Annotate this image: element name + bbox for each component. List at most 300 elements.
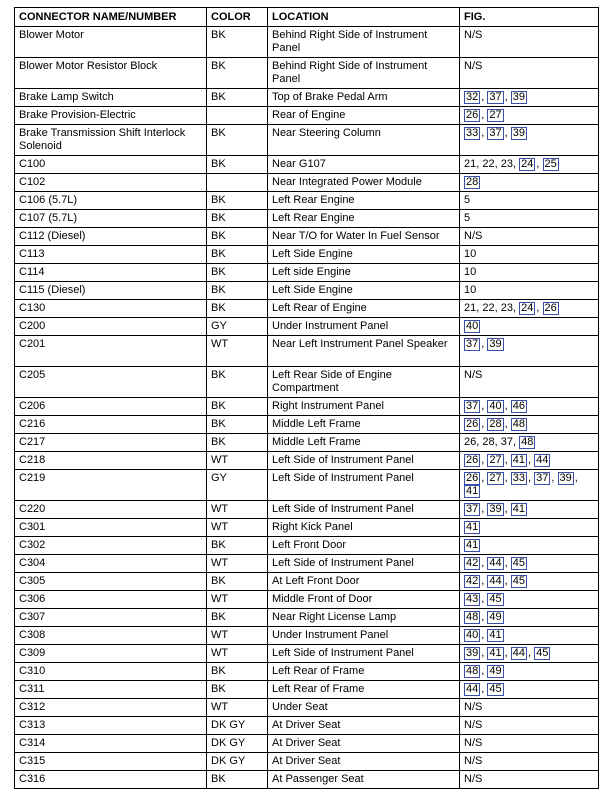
table-row <box>15 645 599 663</box>
connector-name-cell: Brake Transmission Shift Interlock Solenoid <box>15 125 207 156</box>
table-body <box>15 27 599 789</box>
color-cell: WT <box>207 519 268 537</box>
table-row <box>15 771 599 789</box>
table-row <box>15 735 599 753</box>
fig-cell <box>460 717 599 735</box>
location-cell: Near Integrated Power Module <box>268 174 460 192</box>
connector-name-cell: C115 (Diesel) <box>15 282 207 300</box>
fig-cell <box>460 300 599 318</box>
figure-link[interactable]: 48 <box>512 418 525 430</box>
location-cell: Near Steering Column <box>268 125 460 156</box>
connector-name-cell: C130 <box>15 300 207 318</box>
fig-separator: , <box>481 683 488 695</box>
fig-cell <box>460 452 599 470</box>
color-cell: BK <box>207 537 268 555</box>
table-row <box>15 537 599 555</box>
fig-separator: , <box>481 454 488 466</box>
fig-separator: , <box>504 557 511 569</box>
fig-separator: , <box>504 575 511 587</box>
figure-link[interactable]: 48 <box>521 436 534 448</box>
location-cell: Right Instrument Panel <box>268 398 460 416</box>
table-row <box>15 398 599 416</box>
figure-link[interactable]: 49 <box>489 665 502 677</box>
figure-ref: 28 <box>482 436 495 448</box>
connector-name-cell: C100 <box>15 156 207 174</box>
color-cell: WT <box>207 336 268 367</box>
connector-name-cell: C308 <box>15 627 207 645</box>
connector-name-cell: C106 (5.7L) <box>15 192 207 210</box>
color-cell: BK <box>207 210 268 228</box>
figure-link[interactable]: 33 <box>466 127 479 139</box>
header-row <box>15 8 599 27</box>
location-cell: Near G107 <box>268 156 460 174</box>
figure-ref: 5 <box>464 212 471 224</box>
location-cell: Left Side of Instrument Panel <box>268 645 460 663</box>
fig-separator: , <box>494 436 501 448</box>
figure-ref: 10 <box>464 248 477 260</box>
fig-cell <box>460 645 599 663</box>
figure-ref: 22 <box>482 158 495 170</box>
figure-ref: N/S <box>464 755 483 767</box>
figure-link[interactable]: 48 <box>466 611 479 623</box>
table-row <box>15 228 599 246</box>
location-cell: At Driver Seat <box>268 717 460 735</box>
fig-cell <box>460 246 599 264</box>
figure-link[interactable]: 48 <box>466 665 479 677</box>
fig-cell <box>460 228 599 246</box>
location-cell: Left Rear Side of Engine Compartment <box>268 367 460 398</box>
color-cell <box>207 107 268 125</box>
figure-ref: 10 <box>464 266 477 278</box>
figure-ref: 23 <box>500 302 513 314</box>
table-row <box>15 663 599 681</box>
location-cell: Rear of Engine <box>268 107 460 125</box>
connector-name-cell: C316 <box>15 771 207 789</box>
color-cell: BK <box>207 89 268 107</box>
figure-ref: 22 <box>482 302 495 314</box>
color-cell: BK <box>207 192 268 210</box>
color-cell: BK <box>207 58 268 89</box>
color-cell <box>207 174 268 192</box>
connector-name-cell: C313 <box>15 717 207 735</box>
figure-link[interactable]: 42 <box>466 575 479 587</box>
table-row <box>15 210 599 228</box>
figure-ref: 5 <box>464 194 471 206</box>
figure-link[interactable]: 41 <box>512 503 525 515</box>
connector-name-cell: C200 <box>15 318 207 336</box>
fig-separator: , <box>476 436 483 448</box>
fig-separator: , <box>476 302 483 314</box>
fig-separator: , <box>528 647 535 659</box>
connector-name-cell: C311 <box>15 681 207 699</box>
fig-cell <box>460 282 599 300</box>
fig-cell <box>460 735 599 753</box>
fig-cell <box>460 501 599 519</box>
figure-link[interactable]: 39 <box>512 127 525 139</box>
figure-link[interactable]: 40 <box>489 400 502 412</box>
fig-separator: , <box>528 472 535 484</box>
location-cell: Middle Left Frame <box>268 434 460 452</box>
table-row <box>15 717 599 735</box>
color-cell: BK <box>207 228 268 246</box>
figure-link[interactable]: 41 <box>466 521 479 533</box>
location-cell: Left Rear of Frame <box>268 663 460 681</box>
color-cell: WT <box>207 591 268 609</box>
fig-separator: , <box>504 91 511 103</box>
fig-separator: , <box>481 338 488 350</box>
figure-link[interactable]: 32 <box>466 91 479 103</box>
connector-name-cell: C220 <box>15 501 207 519</box>
figure-ref: 10 <box>464 284 477 296</box>
fig-cell <box>460 573 599 591</box>
fig-cell <box>460 416 599 434</box>
fig-cell <box>460 398 599 416</box>
figure-link[interactable]: 37 <box>536 472 549 484</box>
figure-link[interactable]: 41 <box>489 647 502 659</box>
fig-cell <box>460 89 599 107</box>
figure-link[interactable]: 26 <box>466 454 479 466</box>
connector-name-cell: C305 <box>15 573 207 591</box>
figure-link[interactable]: 41 <box>489 629 502 641</box>
connector-name-cell: C307 <box>15 609 207 627</box>
figure-link[interactable]: 39 <box>466 647 479 659</box>
figure-ref: N/S <box>464 773 483 785</box>
connector-name-cell: C315 <box>15 753 207 771</box>
connector-name-cell: C219 <box>15 470 207 501</box>
connector-name-cell: Blower Motor Resistor Block <box>15 58 207 89</box>
location-cell: Under Instrument Panel <box>268 627 460 645</box>
figure-ref: N/S <box>464 719 483 731</box>
fig-cell <box>460 58 599 89</box>
figure-link[interactable]: 28 <box>489 418 502 430</box>
connector-name-cell: C112 (Diesel) <box>15 228 207 246</box>
figure-link[interactable]: 37 <box>489 127 502 139</box>
table-row <box>15 125 599 156</box>
location-cell: Left Rear of Engine <box>268 300 460 318</box>
connector-name-cell: C216 <box>15 416 207 434</box>
fig-separator: , <box>536 158 543 170</box>
fig-cell <box>460 591 599 609</box>
table-row <box>15 192 599 210</box>
connector-name-cell: C206 <box>15 398 207 416</box>
figure-ref: N/S <box>464 230 483 242</box>
figure-link[interactable]: 49 <box>489 611 502 623</box>
color-cell: WT <box>207 452 268 470</box>
location-cell: At Driver Seat <box>268 735 460 753</box>
color-cell: GY <box>207 318 268 336</box>
location-cell: Left Rear Engine <box>268 210 460 228</box>
table-row <box>15 573 599 591</box>
figure-ref: N/S <box>464 737 483 749</box>
connector-name-cell: C314 <box>15 735 207 753</box>
location-cell: Left Front Door <box>268 537 460 555</box>
fig-separator: , <box>481 472 488 484</box>
fig-cell <box>460 627 599 645</box>
fig-cell <box>460 663 599 681</box>
figure-link[interactable]: 45 <box>536 647 549 659</box>
location-cell: At Left Front Door <box>268 573 460 591</box>
color-cell: WT <box>207 555 268 573</box>
fig-separator: , <box>504 503 511 515</box>
fig-separator: , <box>476 158 483 170</box>
fig-separator: , <box>481 400 488 412</box>
location-cell: At Passenger Seat <box>268 771 460 789</box>
location-cell: Under Seat <box>268 699 460 717</box>
table-row <box>15 174 599 192</box>
fig-cell <box>460 367 599 398</box>
fig-separator: , <box>504 454 511 466</box>
figure-link[interactable]: 45 <box>489 683 502 695</box>
location-cell: Left Side of Instrument Panel <box>268 555 460 573</box>
location-cell: Left Side of Instrument Panel <box>268 501 460 519</box>
location-cell: Left Side of Instrument Panel <box>268 470 460 501</box>
fig-cell <box>460 336 599 367</box>
figure-link[interactable]: 37 <box>489 91 502 103</box>
figure-ref: N/S <box>464 369 483 381</box>
color-cell: BK <box>207 573 268 591</box>
location-cell: Left Rear of Frame <box>268 681 460 699</box>
figure-link[interactable]: 46 <box>512 400 525 412</box>
connector-name-cell: C306 <box>15 591 207 609</box>
location-cell: Near Right License Lamp <box>268 609 460 627</box>
color-cell: WT <box>207 645 268 663</box>
figure-link[interactable]: 40 <box>466 320 479 332</box>
connector-table <box>14 7 599 789</box>
figure-ref: 23 <box>500 158 513 170</box>
fig-separator: , <box>504 472 511 484</box>
fig-cell <box>460 771 599 789</box>
location-cell: Behind Right Side of Instrument Panel <box>268 58 460 89</box>
color-cell: BK <box>207 609 268 627</box>
fig-separator: , <box>481 557 488 569</box>
location-cell: Under Instrument Panel <box>268 318 460 336</box>
color-cell: BK <box>207 367 268 398</box>
fig-separator: , <box>481 91 488 103</box>
fig-separator: , <box>513 158 520 170</box>
figure-link[interactable]: 41 <box>512 454 525 466</box>
header-connector-name: CONNECTOR NAME/NUMBER <box>15 8 207 27</box>
color-cell: BK <box>207 434 268 452</box>
connector-name-cell: C309 <box>15 645 207 663</box>
figure-link[interactable]: 27 <box>489 472 502 484</box>
figure-link[interactable]: 44 <box>466 683 479 695</box>
location-cell: Right Kick Panel <box>268 519 460 537</box>
location-cell: Left Rear Engine <box>268 192 460 210</box>
fig-cell <box>460 470 599 501</box>
location-cell: Left side Engine <box>268 264 460 282</box>
fig-cell <box>460 555 599 573</box>
figure-link[interactable]: 26 <box>466 472 479 484</box>
figure-link[interactable]: 27 <box>489 109 502 121</box>
figure-link[interactable]: 26 <box>544 302 557 314</box>
connector-name-cell: C218 <box>15 452 207 470</box>
figure-link[interactable]: 39 <box>559 472 572 484</box>
figure-link[interactable]: 26 <box>466 418 479 430</box>
fig-separator: , <box>494 158 501 170</box>
table-row <box>15 452 599 470</box>
fig-separator: , <box>481 418 488 430</box>
table-row <box>15 300 599 318</box>
connector-name-cell: C217 <box>15 434 207 452</box>
color-cell: BK <box>207 398 268 416</box>
color-cell: BK <box>207 771 268 789</box>
location-cell: Near T/O for Water In Fuel Sensor <box>268 228 460 246</box>
fig-separator: , <box>481 665 488 677</box>
figure-ref: 26 <box>464 436 477 448</box>
fig-separator: , <box>528 454 535 466</box>
figure-link[interactable]: 41 <box>466 485 479 497</box>
connector-name-cell: C312 <box>15 699 207 717</box>
table-row <box>15 89 599 107</box>
figure-link[interactable]: 27 <box>489 454 502 466</box>
color-cell: DK GY <box>207 753 268 771</box>
figure-link[interactable]: 44 <box>512 647 525 659</box>
table-row <box>15 336 599 367</box>
figure-link[interactable]: 39 <box>512 91 525 103</box>
color-cell: BK <box>207 27 268 58</box>
figure-ref: N/S <box>464 29 483 41</box>
table-row <box>15 367 599 398</box>
color-cell: DK GY <box>207 735 268 753</box>
figure-link[interactable]: 28 <box>466 176 479 188</box>
location-cell: Middle Left Frame <box>268 416 460 434</box>
fig-separator: , <box>481 647 488 659</box>
table-row <box>15 156 599 174</box>
connector-name-cell: C302 <box>15 537 207 555</box>
connector-name-cell: C107 (5.7L) <box>15 210 207 228</box>
fig-cell <box>460 753 599 771</box>
figure-link[interactable]: 33 <box>512 472 525 484</box>
table-row <box>15 681 599 699</box>
fig-cell <box>460 434 599 452</box>
fig-separator: , <box>481 109 488 121</box>
fig-cell <box>460 537 599 555</box>
figure-link[interactable]: 26 <box>466 109 479 121</box>
figure-link[interactable]: 37 <box>466 400 479 412</box>
figure-link[interactable]: 24 <box>521 302 534 314</box>
table-row <box>15 501 599 519</box>
fig-cell <box>460 318 599 336</box>
fig-cell <box>460 609 599 627</box>
color-cell: GY <box>207 470 268 501</box>
table-row <box>15 107 599 125</box>
figure-link[interactable]: 25 <box>544 158 557 170</box>
fig-cell <box>460 264 599 282</box>
connector-name-cell: C205 <box>15 367 207 398</box>
figure-link[interactable]: 45 <box>489 593 502 605</box>
figure-ref: 21 <box>464 158 477 170</box>
fig-separator: , <box>504 647 511 659</box>
fig-separator: , <box>504 400 511 412</box>
fig-separator: , <box>536 302 543 314</box>
figure-link[interactable]: 44 <box>536 454 549 466</box>
table-row <box>15 27 599 58</box>
location-cell: Behind Right Side of Instrument Panel <box>268 27 460 58</box>
fig-separator: , <box>481 593 488 605</box>
location-cell: At Driver Seat <box>268 753 460 771</box>
color-cell: BK <box>207 300 268 318</box>
color-cell: DK GY <box>207 717 268 735</box>
figure-ref: 21 <box>464 302 477 314</box>
fig-cell <box>460 125 599 156</box>
color-cell: WT <box>207 627 268 645</box>
connector-name-cell: C102 <box>15 174 207 192</box>
connector-name-cell: Blower Motor <box>15 27 207 58</box>
figure-link[interactable]: 37 <box>466 503 479 515</box>
location-cell: Top of Brake Pedal Arm <box>268 89 460 107</box>
table-row <box>15 627 599 645</box>
fig-separator: , <box>481 503 488 515</box>
figure-link[interactable]: 43 <box>466 593 479 605</box>
color-cell: BK <box>207 264 268 282</box>
table-row <box>15 609 599 627</box>
figure-ref: N/S <box>464 60 483 72</box>
connector-name-cell: C201 <box>15 336 207 367</box>
header-fig: FIG. <box>460 8 599 27</box>
color-cell: BK <box>207 663 268 681</box>
table-row <box>15 282 599 300</box>
connector-name-cell: C304 <box>15 555 207 573</box>
color-cell: BK <box>207 681 268 699</box>
location-cell: Left Side Engine <box>268 282 460 300</box>
color-cell: BK <box>207 416 268 434</box>
connector-name-cell: Brake Provision-Electric <box>15 107 207 125</box>
table-row <box>15 591 599 609</box>
fig-separator: , <box>481 127 488 139</box>
connector-name-cell: Brake Lamp Switch <box>15 89 207 107</box>
figure-link[interactable]: 44 <box>489 575 502 587</box>
color-cell: BK <box>207 125 268 156</box>
figure-link[interactable]: 40 <box>466 629 479 641</box>
table-row <box>15 318 599 336</box>
figure-link[interactable]: 45 <box>512 575 525 587</box>
fig-cell <box>460 210 599 228</box>
fig-separator: , <box>481 575 488 587</box>
connector-name-cell: C113 <box>15 246 207 264</box>
figure-link[interactable]: 37 <box>466 338 479 350</box>
fig-cell <box>460 156 599 174</box>
table-row <box>15 246 599 264</box>
fig-separator: , <box>481 629 488 641</box>
table-row <box>15 58 599 89</box>
table-row <box>15 519 599 537</box>
fig-cell <box>460 107 599 125</box>
header-location: LOCATION <box>268 8 460 27</box>
color-cell: BK <box>207 156 268 174</box>
table-row <box>15 264 599 282</box>
figure-link[interactable]: 39 <box>489 338 502 350</box>
fig-separator: , <box>481 611 488 623</box>
figure-link[interactable]: 39 <box>489 503 502 515</box>
fig-cell <box>460 519 599 537</box>
fig-cell <box>460 27 599 58</box>
location-cell: Left Side of Instrument Panel <box>268 452 460 470</box>
fig-separator: , <box>574 472 578 484</box>
figure-link[interactable]: 24 <box>521 158 534 170</box>
table-row <box>15 470 599 501</box>
location-cell: Middle Front of Door <box>268 591 460 609</box>
figure-ref: N/S <box>464 701 483 713</box>
figure-link[interactable]: 45 <box>512 557 525 569</box>
color-cell: WT <box>207 699 268 717</box>
figure-link[interactable]: 42 <box>466 557 479 569</box>
figure-ref: 37 <box>500 436 513 448</box>
color-cell: BK <box>207 246 268 264</box>
fig-separator: , <box>513 436 520 448</box>
figure-link[interactable]: 44 <box>489 557 502 569</box>
figure-link[interactable]: 41 <box>466 539 479 551</box>
location-cell: Near Left Instrument Panel Speaker <box>268 336 460 367</box>
